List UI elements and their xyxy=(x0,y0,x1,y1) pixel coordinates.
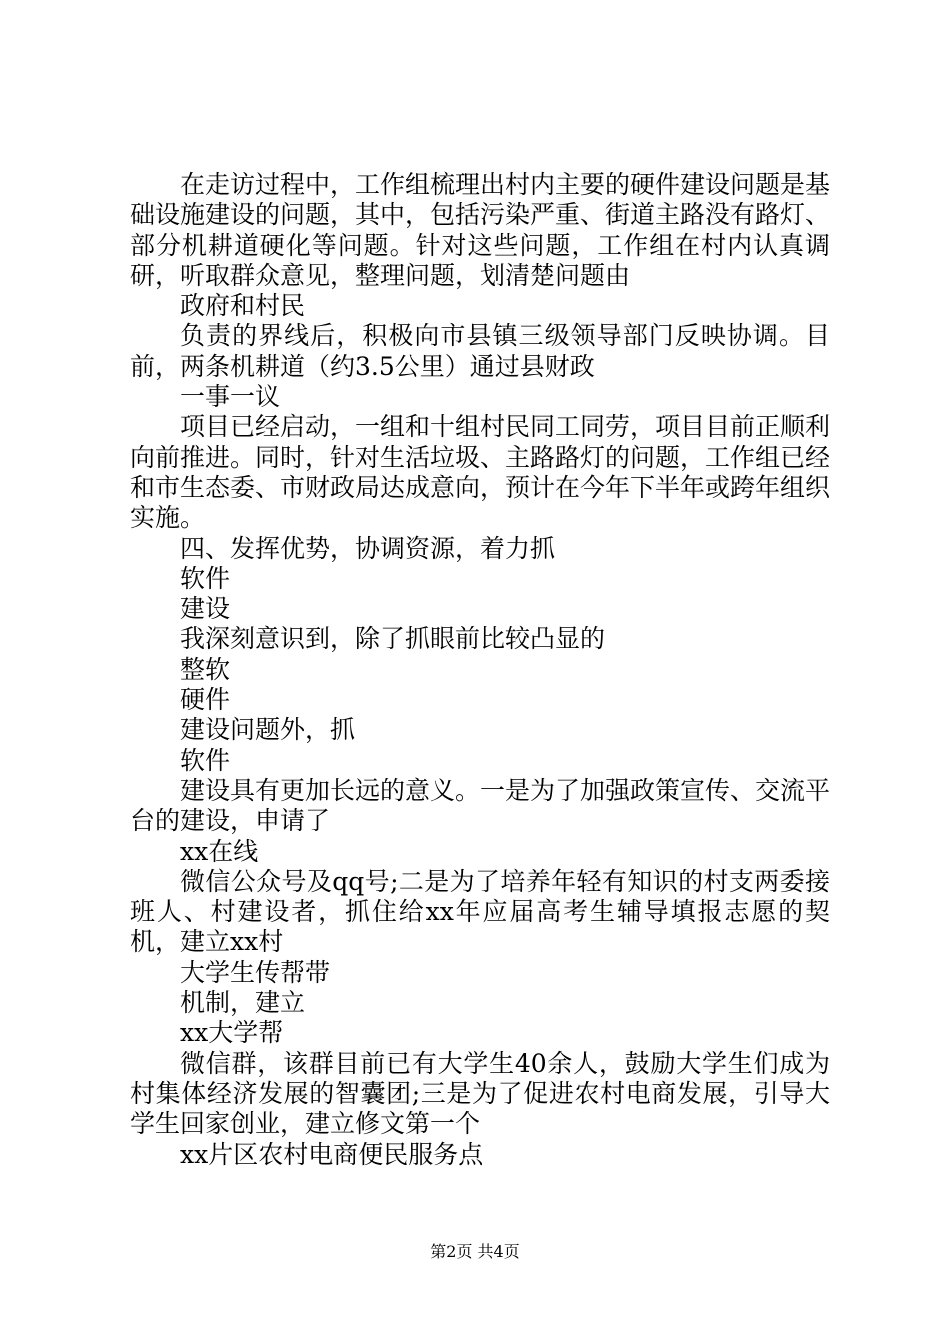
paragraph: 建设 xyxy=(180,594,231,624)
page-number: 第2页 共4页 xyxy=(430,1242,520,1261)
paragraph: 建设具有更加长远的意义。一是为了加强政策宣传、交流平台的建设，申请了 xyxy=(130,775,831,836)
paragraph: 项目已经启动，一组和十组村民同工同劳，项目目前正顺利向前推进。同时，针对生活垃圾、主路路灯的问题，工作组已经和市生态委、市财政局达成意向，预计在今年下半年或跨年组织实施。 xyxy=(130,412,831,533)
document-body xyxy=(130,170,830,1170)
paragraph: xx大学帮 xyxy=(180,1018,284,1048)
paragraph: 建设问题外，抓 xyxy=(180,715,356,745)
paragraph: 一事一议 xyxy=(180,382,281,412)
paragraph: 我深刻意识到，除了抓眼前比较凸显的 xyxy=(180,624,606,654)
paragraph: 在走访过程中，工作组梳理出村内主要的硬件建设问题是基础设施建设的问题，其中，包括污染严重、街道主路没有路灯、部分机耕道硬化等问题。针对这些问题，工作组在村内认真调研，听取群众意见，整理问题，划清楚问题由 xyxy=(130,170,831,290)
paragraph: xx片区农村电商便民服务点 xyxy=(180,1139,484,1169)
page-footer xyxy=(0,1242,950,1262)
paragraph: 负责的界线后，积极向市县镇三级领导部门反映协调。目前，两条机耕道（约3.5公里）通过县财政 xyxy=(130,321,830,381)
paragraph: 整软 xyxy=(180,654,231,684)
paragraph: 硬件 xyxy=(180,685,231,715)
paragraph: 微信群，该群目前已有大学生40余人，鼓励大学生们成为村集体经济发展的智囊团;三是为了促进农村电商发展，引导大学生回家创业，建立修文第一个 xyxy=(130,1048,830,1139)
paragraph: 微信公众号及qq号;二是为了培养年轻有知识的村支两委接班人、村建设者，抓住给xx年应届高考生辅导填报志愿的契机，建立xx村 xyxy=(130,866,830,957)
paragraph: 政府和村民 xyxy=(180,291,306,321)
paragraph: 大学生传帮带 xyxy=(180,957,331,987)
paragraph: 机制，建立 xyxy=(180,988,306,1018)
paragraph: 软件 xyxy=(180,745,231,775)
section-heading: 四、发挥优势，协调资源，着力抓 xyxy=(180,533,556,563)
paragraph: 软件 xyxy=(180,563,231,593)
paragraph: xx在线 xyxy=(180,836,259,866)
